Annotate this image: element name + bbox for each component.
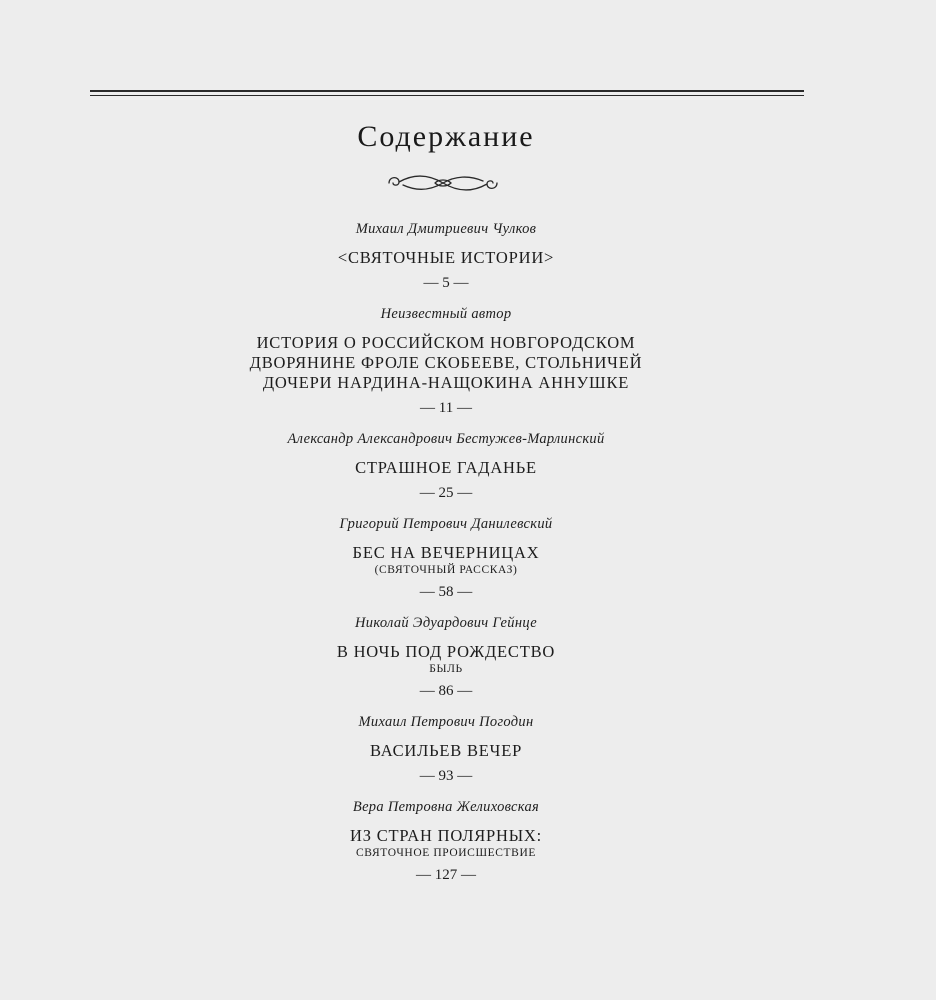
toc-author: Николай Эдуардович Гейнце (355, 615, 537, 631)
flourish-ornament-icon (383, 172, 503, 194)
toc-page-number: — 58 — (419, 584, 473, 600)
toc-entry[interactable] (0, 613, 892, 701)
toc-author: Вера Петровна Желиховская (352, 799, 540, 815)
top-rule-thick (90, 90, 804, 92)
toc-work-title: ИСТОРИЯ О РОССИЙСКОМ НОВГОРОДСКОМ (256, 333, 636, 352)
toc-work-title: В НОЧЬ ПОД РОЖДЕСТВО (336, 642, 556, 661)
toc-page-number: — 93 — (419, 768, 473, 784)
toc-work-title: ВАСИЛЬЕВ ВЕЧЕР (369, 741, 523, 760)
toc-entry[interactable] (0, 304, 892, 418)
toc-page-number: — 11 — (420, 400, 472, 416)
toc-author: Александр Александрович Бестужев-Марлинский (287, 431, 605, 447)
toc-work-title: СТРАШНОЕ ГАДАНЬЕ (355, 458, 537, 477)
toc-work-title: ДОЧЕРИ НАРДИНА-НАЩОКИНА АННУШКЕ (262, 373, 630, 392)
toc-author: Михаил Петрович Погодин (358, 714, 534, 730)
page-title: Содержание (357, 120, 535, 153)
toc-work-subtitle: (СВЯТОЧНЫЙ РАССКАЗ) (374, 564, 518, 576)
toc-author: Григорий Петрович Данилевский (339, 516, 553, 532)
toc-work-title: <СВЯТОЧНЫЕ ИСТОРИИ> (337, 248, 555, 267)
toc-work-title: ИЗ СТРАН ПОЛЯРНЫХ: (349, 826, 542, 845)
toc-author: Михаил Дмитриевич Чулков (355, 221, 537, 237)
toc-page-number: — 86 — (419, 683, 473, 699)
toc-entry[interactable] (0, 797, 892, 885)
toc-entry[interactable] (0, 514, 892, 602)
toc-page-number: — 25 — (419, 485, 473, 501)
top-rule-thin (90, 95, 804, 96)
toc-work-subtitle: БЫЛЬ (429, 663, 463, 675)
toc-entry[interactable] (0, 429, 892, 503)
toc-work-title: БЕС НА ВЕЧЕРНИЦАХ (352, 543, 540, 562)
toc-page-number: — 5 — (423, 275, 469, 291)
table-of-contents (0, 219, 892, 896)
toc-work-title: ДВОРЯНИНЕ ФРОЛЕ СКОБЕЕВЕ, СТОЛЬНИЧЕЙ (249, 353, 643, 372)
toc-entry[interactable] (0, 712, 892, 786)
toc-page-number: — 127 — (416, 867, 476, 883)
toc-work-subtitle: СВЯТОЧНОЕ ПРОИСШЕСТВИЕ (356, 847, 536, 859)
toc-author: Неизвестный автор (380, 306, 512, 322)
toc-entry[interactable] (0, 219, 892, 293)
